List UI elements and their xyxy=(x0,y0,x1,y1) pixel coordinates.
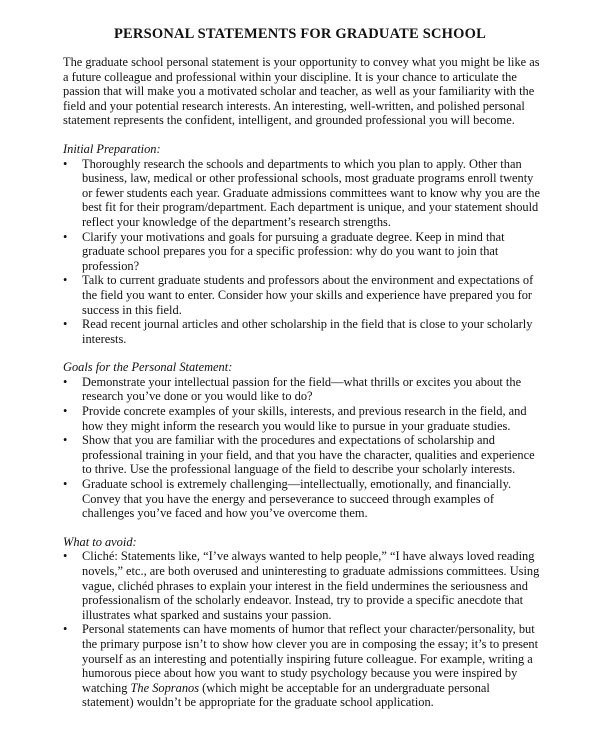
section-what-to-avoid xyxy=(63,535,543,710)
list-item: • Show that you are familiar with the procedures and expectations of scholarship and professional training in your field, and that you have the character, qualities and experience to thrive. Use the professional language of the field to describe your scholarly interests. xyxy=(63,433,543,477)
show-title: The Sopranos xyxy=(130,680,200,695)
section-goals xyxy=(63,360,543,521)
section-heading: Goals for the Personal Statement: xyxy=(63,360,233,375)
list-item-text: (which might be acceptable for an undergraduate personal statement) wouldn’t be appropriate for the graduate school application. xyxy=(82,680,490,710)
section-heading: Initial Preparation: xyxy=(63,141,161,156)
list-item: • Talk to current graduate students and professors about the environment and expectations of the field you want to enter. Consider how your skills and experience have prepared you for success in this field. xyxy=(63,273,543,317)
list-item-text: Personal statements can have moments of humor that reflect your character/personality, but the primary purpose isn’t to show how clever you are in composing the essay; it’s to present yourself as an interesting and potentially inspiring future colleague. For example, writing a humorous piece about how you want to study psychology because you were inspired by watching xyxy=(82,622,539,695)
bullet-list xyxy=(63,375,543,521)
bullet-list xyxy=(63,549,543,710)
list-item: • Demonstrate your intellectual passion for the field—what thrills or excites you about the research you’ve done or you would like to do? xyxy=(63,375,543,404)
list-item: • Cliché: Statements like, “I’ve always wanted to help people,” “I have always loved reading novels,” etc., are both overused and uninteresting to graduate admissions committees. Using vague, clichéd phrases to explain your interest in the field undermines the seriousness and professionalism of the scholarly endeavor. Instead, try to provide a specific anecdote that illustrates what sparked and sustains your passion. xyxy=(63,549,543,622)
list-item: • Graduate school is extremely challenging—intellectually, emotionally, and financially. Convey that you have the energy and perseverance to succeed through examples of challenges you’ve faced and how you’ve overcome them. xyxy=(63,477,543,521)
list-item: • Clarify your motivations and goals for pursuing a graduate degree. Keep in mind that graduate school prepares you for a specific profession: why do you want to join that profession? xyxy=(63,230,543,274)
bullet-list xyxy=(63,157,543,347)
list-item xyxy=(63,622,543,710)
intro-paragraph: The graduate school personal statement is your opportunity to convey what you might be like as a future colleague and professional within your discipline. It is your chance to articulate the passion that will make you a motivated scholar and teacher, as well as your familiarity with the field and your potential research interests. An interesting, well-written, and polished personal statement represents the confident, intelligent, and grounded professional you will become. xyxy=(63,55,540,128)
page-title: PERSONAL STATEMENTS FOR GRADUATE SCHOOL xyxy=(114,26,486,42)
list-item: • Provide concrete examples of your skills, interests, and previous research in the field, and how they might inform the research you would like to pursue in your graduate studies. xyxy=(63,404,543,433)
list-item: • Read recent journal articles and other scholarship in the field that is close to your scholarly interests. xyxy=(63,317,543,346)
list-item: • Thoroughly research the schools and departments to which you plan to apply. Other than business, law, medical or other professional schools, most graduate programs enroll twenty or fewer students each year. Graduate admissions committees want to know why you are the best fit for their program/department. Each department is unique, and your statement should reflect your knowledge of the department’s research strengths. xyxy=(63,157,543,230)
document-body xyxy=(63,55,543,724)
section-initial-preparation xyxy=(63,142,543,346)
section-heading: What to avoid: xyxy=(63,534,137,549)
